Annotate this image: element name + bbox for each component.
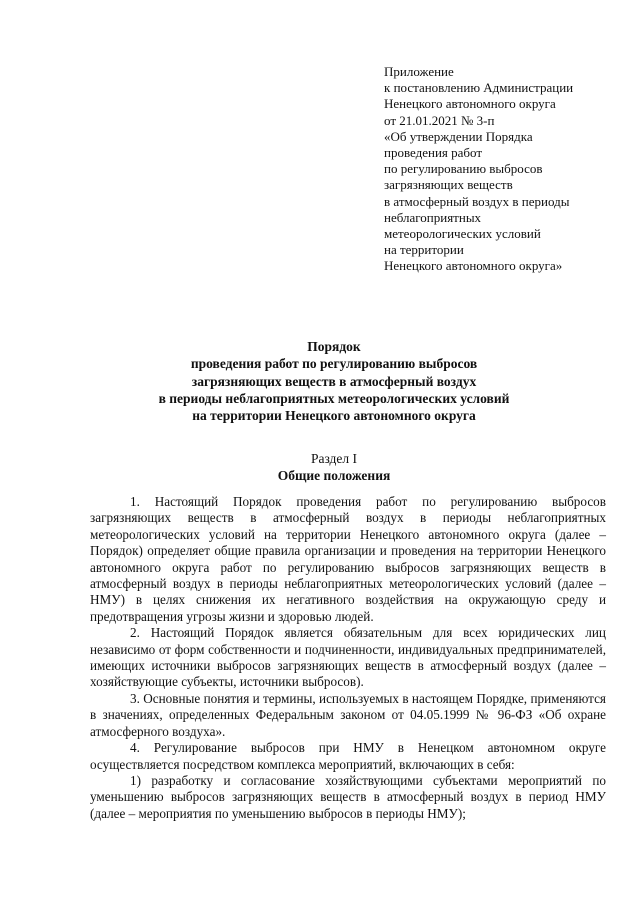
appendix-line: неблагоприятных: [384, 209, 482, 225]
appendix-line: по регулированию выбросов: [384, 161, 543, 177]
appendix-line: в атмосферный воздух в периоды: [384, 193, 570, 209]
paragraph: 4. Регулирование выбросов при НМУ в Ненецком автономном округе осуществляется посредством комплекса мероприятий, включающих в себя:: [90, 740, 606, 772]
document-body: [90, 494, 606, 822]
paragraph: 1. Настоящий Порядок проведения работ по регулированию выбросов загрязняющих веществ в атмосферный воздух в периоды неблагоприятных метеорологических условий на территории Ненецкого автономного округа (далее – Порядок) определяет общие правила организации и проведения на территории Ненецкого автономного округа работ по регулированию выбросов загрязняющих веществ в атмосферный воздух в периоды неблагоприятных метеорологических условий (далее – НМУ) в целях снижения их негативного воздействия на окружающую среду и предотвращения угрозы жизни и здоровью людей.: [90, 494, 606, 624]
title-line: проведения работ по регулированию выбросов: [190, 356, 478, 372]
title-line: в периоды неблагоприятных метеорологических условий: [158, 390, 510, 406]
appendix-line: проведения работ: [384, 145, 483, 161]
paragraph: 1) разработку и согласование хозяйствующими субъектами мероприятий по уменьшению выбросов загрязняющих веществ в атмосферный воздух в период НМУ (далее – мероприятия по уменьшению выбросов в периоды НМУ);: [90, 772, 606, 821]
title-line: Порядок: [307, 339, 361, 354]
appendix-block: [384, 64, 624, 275]
paragraph: 2. Настоящий Порядок является обязательным для всех юридических лиц независимо от форм собственности и подчиненности, индивидуальных предпринимателей, имеющих источники выбросов загрязняющих веществ в атмосферный воздух (далее – хозяйствующие субъекты, источники выбросов).: [90, 625, 606, 690]
paragraph: 3. Основные понятия и термины, используемых в настоящем Порядке, применяются в значениях, определенных Федеральным законом от 04.05.1999 № 96-ФЗ «Об охране атмосферного воздуха».: [90, 690, 606, 739]
appendix-line: метеорологических условий: [384, 226, 541, 242]
document-title: [60, 338, 608, 424]
appendix-line: от 21.01.2021 № 3-п: [384, 112, 495, 128]
appendix-line: на территории: [384, 242, 464, 258]
appendix-line: Ненецкого автономного округа: [384, 96, 556, 112]
appendix-line: загрязняющих веществ: [384, 177, 513, 193]
title-line: на территории Ненецкого автономного округа: [192, 408, 476, 424]
appendix-line: «Об утверждении Порядка: [384, 128, 533, 144]
appendix-line: Ненецкого автономного округа»: [384, 258, 563, 274]
title-line: загрязняющих веществ в атмосферный воздух: [191, 373, 477, 389]
section-title: Общие положения: [277, 468, 391, 483]
appendix-line: Приложение: [384, 64, 454, 79]
section-number: Раздел I: [310, 451, 358, 466]
appendix-line: к постановлению Администрации: [384, 80, 574, 96]
